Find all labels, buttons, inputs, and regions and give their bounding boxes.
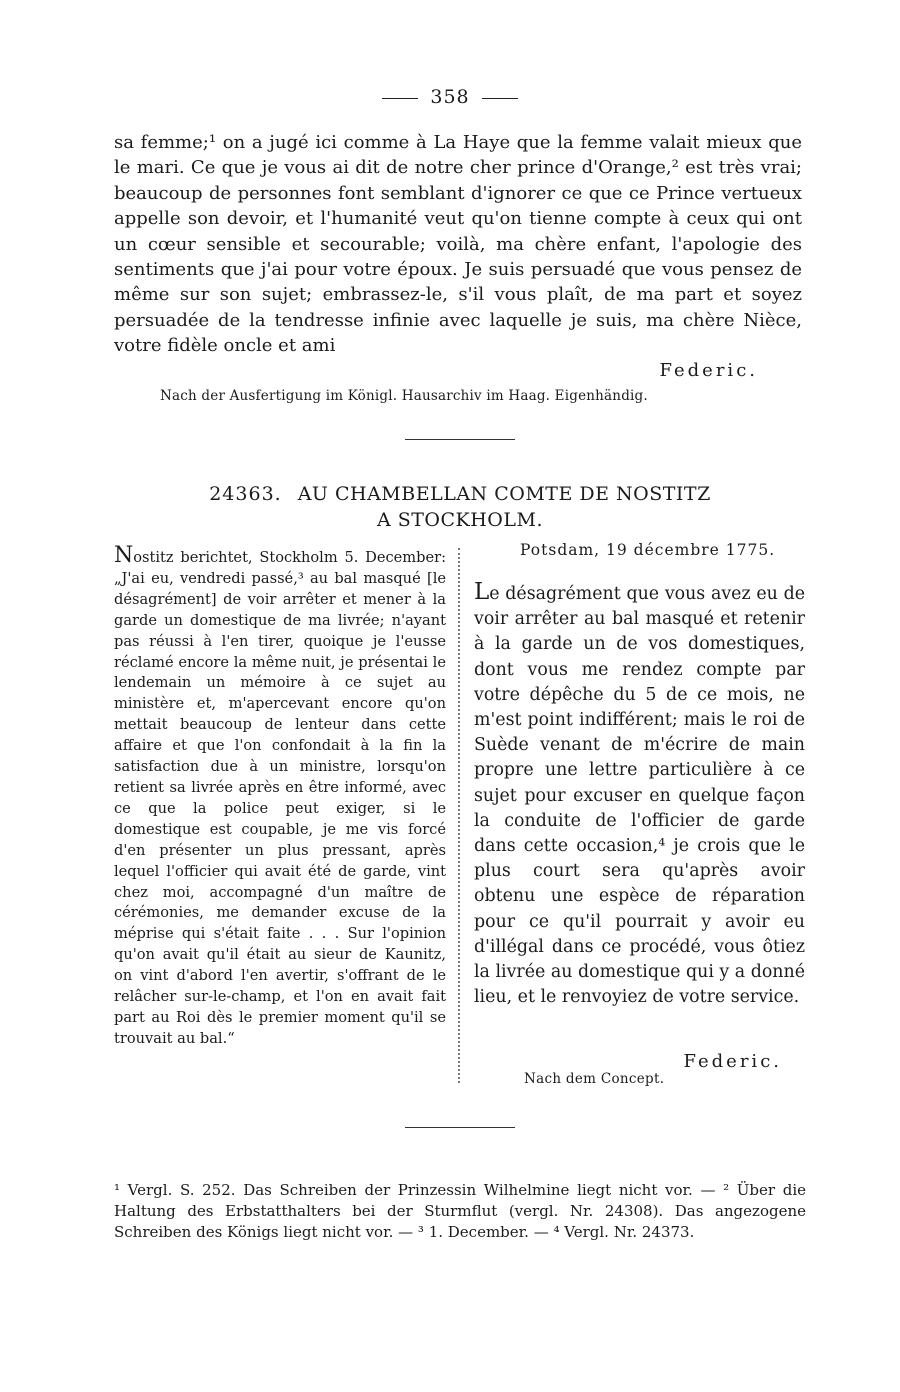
page-number-dash-right: [482, 98, 518, 99]
letter-heading-line-2: A STOCKHOLM.: [376, 509, 543, 531]
letter-signature: Federic.: [683, 1051, 782, 1072]
page-number-value: 358: [430, 86, 470, 108]
letter-heading-line-1: [0, 481, 900, 507]
body-text: e désagrément que vous avez eu de voir arrêter au bal masqué et retenir à la garde un de vos domestiques, dont vous me rendez compte par votre dépêche du 5 de ce mois, ne m'est point indifférent; mais le roi de Suède venant de m'écrire de main propre une lettre particulière à ce sujet pour excuser en quelque façon la conduite de l'officier de garde dans cette occasion,⁴ je crois que le plus court sera qu'après avoir obtenu une espèce de réparation pour ce qu'il pourrait y avoir eu d'illégal dans ce procédé, vous ôtiez la livrée au domestique qui y a donné lieu, et le renvoyiez de votre service.: [474, 584, 805, 1008]
previous-letter-signature: Federic.: [659, 360, 758, 381]
page-number-dash-left: [382, 98, 418, 99]
letter-summary: [114, 543, 446, 1050]
column-divider: [458, 548, 460, 1083]
previous-letter-source: Nach der Ausfertigung im Königl. Hausarchiv im Haag. Eigenhändig.: [160, 388, 648, 404]
letter-body: [474, 580, 805, 1010]
summary-initial: N: [114, 543, 134, 568]
letter-number: 24363.: [209, 483, 282, 505]
letter-source: Nach dem Concept.: [524, 1071, 665, 1087]
section-separator: [405, 439, 515, 440]
summary-text: ostitz berichtet, Stockholm 5. December: „J'ai eu, vendredi passé,³ au bal masqué [le désagrément] de voir arrêter et mener à la garde un domestique de ma livrée; n'ayant pas réussi à l'en tirer, quoique je l'eusse réclamé encore la même nuit, je présentai le lendemain un mémoire à ce sujet au ministère et, m'apercevant encore qu'on mettait beaucoup de lenteur dans cette affaire et que l'on confondait à la fin la satisfaction due à un ministre, lorsqu'on retient sa livrée après en être informé, avec ce que la police peut exiger, si le domestique est coupable, je me vis forcé d'en présenter un plus pressant, après lequel l'officier qui avait été de garde, vint chez moi, accompagné d'un maître de cérémonies, me demander excuse de la méprise qui s'était faite . . . Sur l'opinion qu'on avait qu'il était au sieur de Kaunitz, on vint d'abord l'en avertir, s'offrant de le relâcher sur-le-champ, et l'on en avait fait part au Roi dès le premier moment qu'il se trouvait au bal.“: [114, 549, 446, 1047]
page-number: [0, 86, 900, 108]
letter-heading: [0, 481, 900, 533]
letter-place-date: Potsdam, 19 décembre 1775.: [520, 541, 776, 559]
body-initial: L: [474, 579, 490, 605]
footnotes: ¹ Vergl. S. 252. Das Schreiben der Prinzessin Wilhelmine liegt nicht vor. — ² Über die Haltung des Erbstatthalters bei der Sturmflut (vergl. Nr. 24308). Das angezogene Schreiben des Königs liegt nicht vor. — ³ 1. December. — ⁴ Vergl. Nr. 24373.: [114, 1181, 806, 1241]
letter-addressee: AU CHAMBELLAN COMTE DE NOSTITZ: [297, 483, 711, 505]
previous-letter-text: sa femme;¹ on a jugé ici comme à La Haye que la femme valait mieux que le mari. Ce que je vous ai dit de notre cher prince d'Orange,² est très vrai; beaucoup de personnes font semblant d'ignorer ce que ce Prince vertueux appelle son devoir, et l'humanité veut qu'on tienne compte à ceux qui ont un cœur sensible et secourable; voilà, ma chère enfant, l'apologie des sentiments que j'ai pour votre époux. Je suis persuadé que vous pensez de même sur son sujet; embrassez-le, s'il vous plaît, de ma part et soyez persuadée de la tendresse infinie avec laquelle je suis, ma chère Nièce, votre fidèle oncle et ami: [114, 132, 802, 357]
footnote-separator: [405, 1127, 515, 1128]
